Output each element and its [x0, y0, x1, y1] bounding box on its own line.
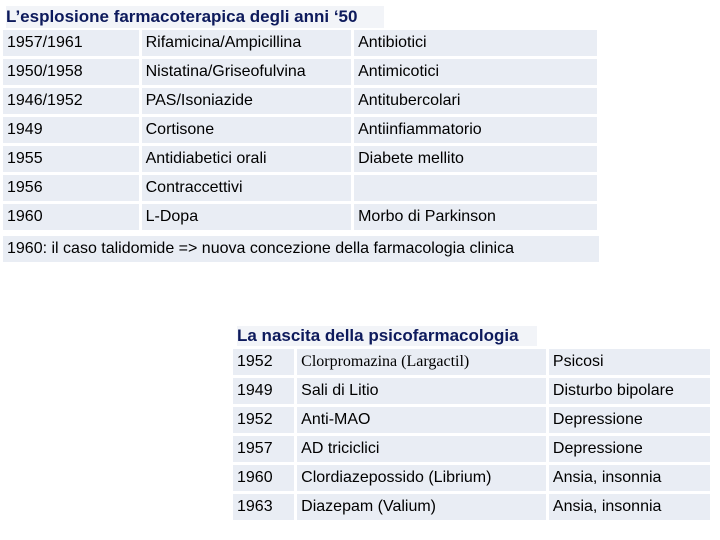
table-row: [3, 117, 597, 143]
table-row: [233, 494, 710, 520]
drug-cell: Clorpromazina (Largactil): [297, 349, 546, 375]
category-cell: [354, 175, 597, 201]
table-row: [3, 59, 597, 85]
table-row: [3, 88, 597, 114]
indication-cell: Depressione: [549, 407, 710, 433]
year-cell: 1960: [233, 465, 294, 491]
year-cell: 1949: [233, 378, 294, 404]
drug-cell: Nistatina/Griseofulvina: [142, 59, 351, 85]
psicofarmacologia-table: [230, 346, 713, 523]
drug-cell: Cortisone: [142, 117, 351, 143]
drug-cell: Antidiabetici orali: [142, 146, 351, 172]
drug-cell: Diazepam (Valium): [297, 494, 546, 520]
year-cell: 1952: [233, 407, 294, 433]
indication-cell: Ansia, insonnia: [549, 494, 710, 520]
year-cell: 1956: [3, 175, 139, 201]
drug-cell: PAS/Isoniazide: [142, 88, 351, 114]
category-cell: Antibiotici: [354, 30, 597, 56]
drug-cell: AD triciclici: [297, 436, 546, 462]
table-row: [233, 349, 710, 375]
year-cell: 1946/1952: [3, 88, 139, 114]
indication-cell: Psicosi: [549, 349, 710, 375]
drug-cell: Anti-MAO: [297, 407, 546, 433]
drug-cell: Clordiazepossido (Librium): [297, 465, 546, 491]
drug-cell: Contraccettivi: [142, 175, 351, 201]
table-row: [3, 146, 597, 172]
table-row: [3, 175, 597, 201]
indication-cell: Depressione: [549, 436, 710, 462]
category-cell: Antimicotici: [354, 59, 597, 85]
farmacoterapia-table: [0, 27, 600, 233]
table-row: [3, 30, 597, 56]
drug-cell: Rifamicina/Ampicillina: [142, 30, 351, 56]
year-cell: 1960: [3, 204, 139, 230]
year-cell: 1957: [233, 436, 294, 462]
talidomide-note: 1960: il caso talidomide => nuova concezione della farmacologia clinica: [3, 236, 599, 262]
table2-title: La nascita della psicofarmacologia: [237, 326, 537, 346]
table-row: [3, 204, 597, 230]
year-cell: 1957/1961: [3, 30, 139, 56]
year-cell: 1963: [233, 494, 294, 520]
indication-cell: Ansia, insonnia: [549, 465, 710, 491]
year-cell: 1952: [233, 349, 294, 375]
drug-cell: L-Dopa: [142, 204, 351, 230]
table1-title: L’esplosione farmacoterapica degli anni ‘50: [6, 6, 384, 28]
table-row: [233, 407, 710, 433]
year-cell: 1950/1958: [3, 59, 139, 85]
drug-cell: Sali di Litio: [297, 378, 546, 404]
category-cell: Diabete mellito: [354, 146, 597, 172]
category-cell: Antiinfiammatorio: [354, 117, 597, 143]
table-row: [233, 436, 710, 462]
table-row: [233, 378, 710, 404]
indication-cell: Disturbo bipolare: [549, 378, 710, 404]
category-cell: Antitubercolari: [354, 88, 597, 114]
category-cell: Morbo di Parkinson: [354, 204, 597, 230]
year-cell: 1949: [3, 117, 139, 143]
table-row: [233, 465, 710, 491]
year-cell: 1955: [3, 146, 139, 172]
